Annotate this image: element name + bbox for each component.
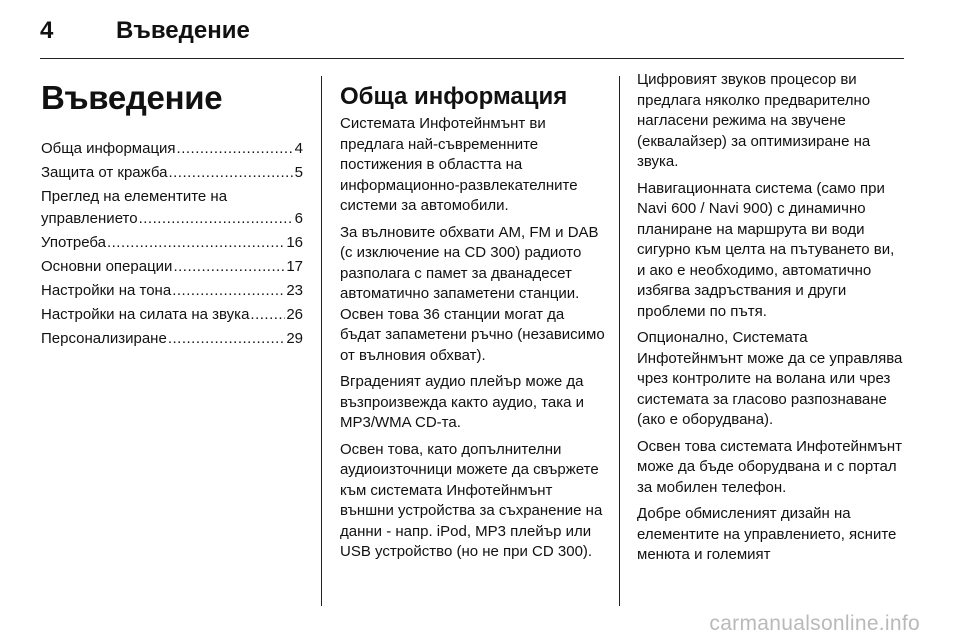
toc-label: Основни операции bbox=[41, 258, 173, 275]
toc-label: Персонализиране bbox=[41, 330, 167, 347]
toc-page-number: 5 bbox=[294, 164, 303, 181]
toc-dot-leader bbox=[107, 232, 285, 254]
body-paragraph: Вграденият аудио плейър може да възпроизвежда както аудио, така и MP3/WMA CD-та. bbox=[340, 373, 585, 431]
page-number: 4 bbox=[40, 17, 54, 44]
body-paragraph: Навигационната система (само при Navi 600 / Navi 900) с динамично планиране на маршрута ви води сигурно към целта на пътуването ви, и ако е необходимо, автоматично избягва задръствания и други проблеми по пътя. bbox=[637, 179, 895, 320]
body-paragraph: Освен това системата Инфотейнмънт може да бъде оборудвана и с портал за мобилен телефон. bbox=[637, 437, 903, 496]
toc-label: Обща информация bbox=[41, 140, 176, 157]
toc-dot-leader bbox=[250, 304, 285, 326]
table-of-contents bbox=[41, 138, 303, 350]
column-divider-1 bbox=[321, 76, 322, 606]
toc-page-number: 4 bbox=[294, 140, 303, 157]
toc-label: Защита от кражба bbox=[41, 164, 168, 181]
column-continued bbox=[637, 70, 905, 572]
toc-label: Употреба bbox=[41, 234, 106, 251]
toc-page-number: 16 bbox=[286, 234, 303, 251]
toc-page-number: 6 bbox=[294, 210, 303, 227]
chapter-title: Въведение bbox=[41, 79, 223, 116]
toc-dot-leader bbox=[177, 138, 294, 160]
toc-item-volume-settings[interactable] bbox=[41, 304, 303, 326]
toc-dot-leader bbox=[172, 280, 285, 302]
body-paragraph: Освен това, като допълнителни аудиоизточници можете да свържете към системата Инфотейнмънт външни устройства за съхранение на данни - напр. iPod, MP3 плейър или USB устройство (но не при CD 300). bbox=[340, 440, 603, 560]
toc-item-personalization[interactable] bbox=[41, 328, 303, 350]
toc-page-number: 17 bbox=[286, 258, 303, 275]
section-title: Обща информация bbox=[340, 83, 568, 110]
toc-item-general-info[interactable] bbox=[41, 138, 303, 160]
column-general-info bbox=[340, 82, 605, 569]
toc-page-number: 26 bbox=[286, 306, 303, 323]
toc-item-usage[interactable] bbox=[41, 232, 303, 254]
header-rule bbox=[40, 58, 904, 59]
toc-page-number: 23 bbox=[286, 282, 303, 299]
toc-page-number: 29 bbox=[286, 330, 303, 347]
toc-dot-leader bbox=[173, 256, 285, 278]
toc-item-controls-overview[interactable] bbox=[41, 186, 303, 230]
toc-item-basic-operations[interactable] bbox=[41, 256, 303, 278]
page-header bbox=[40, 14, 250, 48]
toc-label-continued: управлението bbox=[41, 210, 138, 227]
body-paragraph: Системата Инфотейнмънт ви предлага най-съвременните постижения в областта на информационно-развлекателните системи за автомобили. bbox=[340, 115, 578, 214]
body-paragraph: Цифровият звуков процесор ви предлага няколко предварително нагласени режима на звучене (еквалайзер) за оптимизиране на звука. bbox=[637, 71, 871, 170]
toc-label: Преглед на елементите на bbox=[41, 188, 228, 205]
body-paragraph: Опционално, Системата Инфотейнмънт може да се управлява чрез контролите на волана или чрез системата за гласово разпознаване (ако е оборудвана). bbox=[637, 329, 903, 428]
toc-dot-leader bbox=[168, 162, 293, 184]
watermark: carmanualsonline.info bbox=[709, 612, 920, 635]
column-divider-2 bbox=[619, 76, 620, 606]
toc-dot-leader bbox=[168, 328, 286, 350]
running-title: Въведение bbox=[116, 17, 250, 44]
body-paragraph: Добре обмисленият дизайн на елементите на управлението, ясните менюта и големият bbox=[637, 505, 897, 563]
toc-label: Настройки на тона bbox=[41, 282, 172, 299]
toc-item-theft-protection[interactable] bbox=[41, 162, 303, 184]
toc-item-tone-settings[interactable] bbox=[41, 280, 303, 302]
toc-dot-leader bbox=[139, 208, 294, 230]
toc-label: Настройки на силата на звука bbox=[41, 306, 250, 323]
body-paragraph: За вълновите обхвати AM, FM и DAB (с изключение на CD 300) радиото разполага с памет за дванадесет автоматично запаметени станции. Освен това 36 станции могат да бъдат запаметени ръчно (независимо от вълновия обхват). bbox=[340, 223, 605, 364]
column-contents bbox=[41, 78, 303, 352]
